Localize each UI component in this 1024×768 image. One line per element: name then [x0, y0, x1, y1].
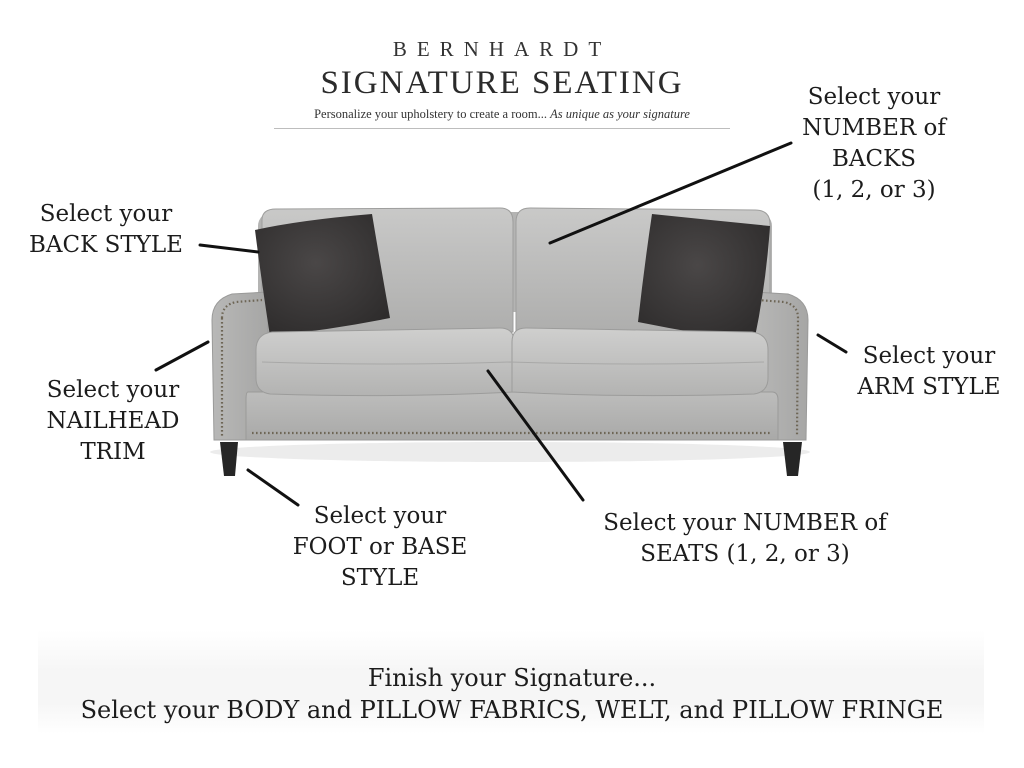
- brand-name: BERNHARDT: [392, 37, 612, 61]
- callout-line: Select your NUMBER of: [603, 510, 887, 536]
- footer-line-1: Finish your Signature...: [367, 664, 657, 692]
- callout-arm-style: [846, 341, 1012, 403]
- callout-line: ARM STYLE: [857, 374, 1001, 400]
- callout-line: NUMBER of: [802, 115, 946, 141]
- callout-nailhead-trim: [28, 375, 198, 468]
- footer-line-2: Select your BODY and PILLOW FABRICS, WELT, and PILLOW FRINGE: [80, 696, 944, 724]
- tagline-italic-text: As unique as your signature: [550, 107, 690, 121]
- leader-nailhead-trim: [156, 342, 208, 370]
- callout-foot-style: [280, 501, 480, 594]
- callout-line: Select your: [862, 343, 996, 369]
- tagline-text: Personalize your upholstery to create a room...: [314, 107, 547, 121]
- callout-line: BACKS: [831, 146, 917, 172]
- callout-line: NAILHEAD: [46, 408, 180, 434]
- callout-line: BACK STYLE: [29, 232, 183, 258]
- callout-line: FOOT or BASE: [292, 534, 468, 560]
- footer-text: [0, 662, 1024, 726]
- leader-number-of-backs: [550, 143, 791, 243]
- callout-line: STYLE: [340, 565, 420, 591]
- callout-line: TRIM: [80, 439, 146, 465]
- leader-foot-style: [248, 470, 298, 505]
- callout-line: Select your: [46, 377, 180, 403]
- callout-line: SEATS (1, 2, or 3): [640, 541, 850, 567]
- callout-line: Select your: [313, 503, 447, 529]
- leader-arm-style: [818, 335, 846, 352]
- callout-number-of-seats: [584, 508, 906, 570]
- callout-line: (1, 2, or 3): [812, 177, 936, 203]
- callout-line: Select your: [39, 201, 173, 227]
- product-line-title: SIGNATURE SEATING: [320, 65, 684, 101]
- callout-number-of-backs: [792, 82, 956, 206]
- leader-back-style: [200, 245, 258, 252]
- leader-number-of-seats: [488, 371, 583, 500]
- callout-back-style: [18, 199, 194, 261]
- callout-line: Select your: [807, 84, 941, 110]
